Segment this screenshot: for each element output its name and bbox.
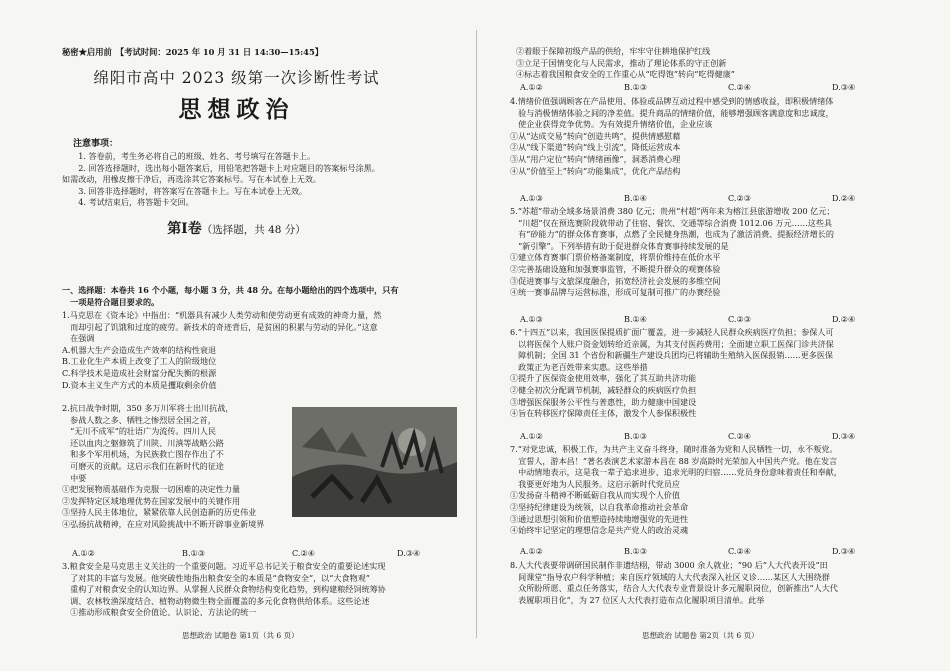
instruction-line: 一、选择题：本卷共 16 个小题，每小题 3 分，共 48 分。在每小题给出的四个选项中，只有 xyxy=(62,285,399,295)
question-3-continued xyxy=(516,46,735,81)
q1-option: B.工业化生产本质上改变了工人的阶级地位 xyxy=(62,356,217,367)
page-footer-right: 思想政治 试题卷 第2页（共 6 页） xyxy=(642,631,759,640)
q8-line: 表履职项目化”，为 27 位区人大代表打造布点化履职项目清单。此举 xyxy=(510,594,765,605)
q6-item: ②健全初次分配调节机制，减轻群众的疾病医疗负担 xyxy=(510,384,697,395)
question-7 xyxy=(510,444,842,537)
note-line: 1. 答卷前，考生务必将自己的班级、姓名、考号填写在答题卡上。 xyxy=(62,151,316,161)
q7-line: 我要更好地为人民服务。这启示新时代党员应 xyxy=(510,478,680,489)
q6-option-a: A.①② xyxy=(520,431,543,441)
instruction-line: 一项是符合题目要求的。 xyxy=(62,296,160,307)
q7-item: ①发扬奋斗精神不断砥砺自我从而实现个人价值 xyxy=(510,490,680,501)
q3-option-d: D.③④ xyxy=(832,82,856,92)
q7-option-d: D.③④ xyxy=(832,546,856,556)
q5-item: ②完善基础设施和加强赛事监管，不断提升群众的观赛体验 xyxy=(510,263,721,274)
q6-option-c: C.②④ xyxy=(728,431,751,441)
q5-line: “新引擎”。下列举措有助于促进群众体育赛事持续发展的是 xyxy=(510,240,729,251)
q1-line: 在强调 xyxy=(62,333,95,344)
q4-line: 验与消极情绪体验之间的净差值。提升商品的情绪价值，能够增强顾客满意度和忠诚度， xyxy=(510,107,834,118)
q2-option-b: B.①③ xyxy=(182,548,206,558)
exam-title: 绵阳市高中 2023 级第一次诊断性考试 xyxy=(93,69,380,87)
q2-option-d: D.③④ xyxy=(397,548,421,558)
instructions xyxy=(62,285,398,308)
note-line: 如需改动，用橡皮擦干净后，再选涂其它答案标号。写在本试卷上无效。 xyxy=(62,174,322,185)
q2-line: 中要 xyxy=(62,472,87,483)
q5-options xyxy=(520,314,907,324)
q5-line: 有“砂能力”的群众体育赛事，点燃了全民健身热潮，也成为了激活消费、提振经济增长的 xyxy=(510,229,834,240)
q2-line: 还以血肉之躯修筑了川陕、川滇等战略公路 xyxy=(62,437,224,448)
q2-line: 和多个军用机场，为民族救亡图存作出了不 xyxy=(62,449,224,460)
question-3 xyxy=(62,561,386,619)
q7-options xyxy=(520,546,907,556)
q3-option-c: C.②④ xyxy=(728,82,751,92)
q2-item: ③坚持人民主体地位，紧紧依靠人民创造新的历史伟业 xyxy=(62,507,257,518)
note-line: 2. 回答选择题时，选出每小题答案后，用铅笔把答题卡上对应题目的答案标号涂黑。 xyxy=(62,162,380,173)
q6-options xyxy=(520,431,907,441)
q3-line: 重构了对粮食安全的认知边界。从掌握人民群众食物结构变化趋势，到构建粮经饲统筹协 xyxy=(62,584,386,595)
question-6 xyxy=(510,327,834,420)
page-divider xyxy=(476,30,477,638)
notes-title: 注意事项： xyxy=(73,139,119,149)
q4-line: 4.情绪价值强调顾客在产品使用、体验或品牌互动过程中感受到的情感收益，即积极情绪体 xyxy=(510,96,834,106)
page-footer: 思想政治 试题卷 第1页（共 6 页） xyxy=(182,631,299,640)
q4-option-d: D.②④ xyxy=(832,193,856,203)
q3-option-a: A.①② xyxy=(520,82,543,92)
q7-item: ④始终牢记坚定的理想信念是共产党人的政治灵魂 xyxy=(510,525,689,536)
q4-options xyxy=(520,193,907,203)
q1-option: C.科学技术是造成社会财富分配失衡的根源 xyxy=(62,367,217,378)
war-painting-image xyxy=(292,407,457,517)
q5-option-a: A.①③ xyxy=(520,314,543,324)
q8-line: 众所盼所愿、重点任务落实，结合人大代表专业背景设计多元履职岗位，创新推出“人大代 xyxy=(510,583,838,594)
q8-line: 间课堂”指导农户科学种植；来自医疗领域的人大代表深入社区义诊……某区人大围绕群 xyxy=(510,571,830,582)
q1-line: 而却引起了饥饿和过度的疲劳。新技术的奇迹背后，是贫困的积累与劳动的异化。”这意 xyxy=(62,321,378,332)
q6-item: ④旨在转移医疗保障责任主体，激发个人参保积极性 xyxy=(510,408,697,419)
q6-item: ③增强医保服务公平性与普惠性，助力健康中国建设 xyxy=(510,396,697,407)
question-5 xyxy=(510,206,834,299)
q5-line: “川超”仅在预选赛阶段就带动了住宿、餐饮、交通等综合消费 1012.06 万元……这些具 xyxy=(510,217,833,228)
q4-item: ②从“线下渠道”转向“线上引流”，降低运营成本 xyxy=(510,142,681,153)
q2-item: ②发挥特定区域地理优势在国家发展中的关键作用 xyxy=(62,495,241,506)
q6-line: 以将医保个人账户资金划转给近亲属，为其支付医药费用；全面建立职工医保门诊共济保 xyxy=(510,338,834,349)
q6-item: ①提升了医保资金使用效率，强化了其互助共济功能 xyxy=(510,373,697,384)
q4-item: ③从“用户定位”转向“情绪画像”，洞悉消费心理 xyxy=(510,153,681,164)
q1-option: D.资本主义生产方式的本质是攫取剩余价值 xyxy=(62,379,217,390)
q4-option-a: A.①③ xyxy=(520,193,543,203)
q2-item: ①把发展物质基础作为克服一切困难的决定性力量 xyxy=(62,484,241,495)
q3-options xyxy=(520,82,907,92)
q6-line: 障机制；全国 31 个省份和新疆生产建设兵团均已将辅助生殖纳入医保报销……更多医保 xyxy=(510,350,834,361)
q3-option-b: B.①③ xyxy=(624,82,648,92)
q7-item: ③通过思想引领和价值塑造持续地增强党的先进性 xyxy=(510,513,689,524)
question-4 xyxy=(510,96,834,177)
q3-line: ①推动形成粮食安全价值论、认识论、方法论的统一 xyxy=(62,607,257,618)
note-line: 4. 考试结束后，将答题卡交回。 xyxy=(62,197,194,208)
question-2 xyxy=(62,403,264,531)
q5-option-b: B.①④ xyxy=(624,314,648,324)
q7-line: 宣誓人，游本昌！”著名表演艺术家游本昌在 88 岁高龄时光荣加入中国共产党。他在发言 xyxy=(510,455,838,466)
q3-item: ④标志着我国粮食安全的工作重心从“吃得饱”转向“吃得健康” xyxy=(516,69,735,80)
q6-line: 政策正为老百姓带来实惠。这些举措 xyxy=(510,361,648,372)
q2-line: “无川不成军”的壮语广为流传。四川人民 xyxy=(62,426,216,437)
q1-line: 1.马克思在《资本论》中指出：“机器具有减少人类劳动和使劳动更有成效的神奇力量，然 xyxy=(62,310,382,320)
q3-line: 3.粮食安全是马克思主义关注的一个重要问题。习近平总书记关于粮食安全的重要论述实现 xyxy=(62,561,386,571)
q5-item: ④统一赛事品牌与运营标准，形成可复制可推广的办赛经验 xyxy=(510,287,721,298)
section-subtitle: （选择题，共 48 分） xyxy=(201,224,306,236)
q8-line: 8.人大代表要带调研国民制作非遗结栩，带动 3000 余人就业；“90 后”人大代表开设“田 xyxy=(510,560,828,570)
right-page xyxy=(480,0,950,671)
q7-line: 中动情地表示，这是我一辈子追求进步、追求光明的归宿……党员身份意味着责任和奉献， xyxy=(510,467,842,478)
q7-option-b: B.①③ xyxy=(624,546,648,556)
q3-item: ③立足于国情变化与人民需求，推动了理论体系的守正创新 xyxy=(516,57,727,68)
q2-line: 可磨灭的贡献。这启示我们在新时代的征途 xyxy=(62,460,224,471)
q2-line: 2.抗日战争时期，350 多万川军将士出川抗战， xyxy=(62,403,234,413)
q2-option-a: A.①② xyxy=(72,548,95,558)
subject-title: 思想政治 xyxy=(178,96,295,123)
left-page xyxy=(0,0,473,671)
q5-option-d: D.②④ xyxy=(832,314,856,324)
q7-option-a: A.①② xyxy=(520,546,543,556)
q7-option-c: C.②④ xyxy=(728,546,751,556)
note-line: 3. 回答非选择题时，将答案写在答题卡上。写在本试卷上无效。 xyxy=(62,185,308,196)
section-heading xyxy=(0,218,473,238)
q4-item: ④从“价值至上”转向“功能集成”，优化产品结构 xyxy=(510,165,681,176)
q5-item: ③促进赛事与文旅深度融合，拓宽经济社会发展的多维空间 xyxy=(510,275,721,286)
confidential-header: 秘密★启用前 【考试时间：2025 年 10 月 31 日 14:30—15:45】 xyxy=(62,47,324,57)
q6-option-d: D.③④ xyxy=(832,431,856,441)
q6-option-b: B.①③ xyxy=(624,431,648,441)
q4-option-c: C.②③ xyxy=(728,193,751,203)
question-8 xyxy=(510,560,838,606)
q5-line: 5.“苏超”带动全域多场景消费 380 亿元；贵州“村超”两年来为榕江县旅游增收 200 亿元； xyxy=(510,206,835,216)
q2-item: ④弘扬抗战精神，在应对风险挑战中不断开辟事业新境界 xyxy=(62,518,265,529)
q4-line: 使企业获得竞争优势。为有效提升情绪价值，企业应该 xyxy=(510,119,713,130)
q4-option-b: B.①④ xyxy=(624,193,648,203)
q2-line: 参战人数之多、牺牲之惨烈居全国之首， xyxy=(62,414,216,425)
q5-option-c: C.②③ xyxy=(728,314,751,324)
q3-line: 调、农林牧渔深度结合、植物动物微生物全面覆盖的多元化食物供给体系。这些论述 xyxy=(62,595,370,606)
notes-list xyxy=(62,151,380,209)
section-title: 第Ⅰ卷 xyxy=(167,221,202,237)
q3-item: ②着眼于保障初级产品的供给，牢牢守住耕地保护红线 xyxy=(516,46,711,56)
q1-option: A.机器大生产会造成生产效率的结构性衰退 xyxy=(62,344,217,355)
q2-options xyxy=(72,548,472,558)
q6-line: 6.“十四五”以来，我国医保提质扩面广覆盖，进一步减轻人民群众疾病医疗负担；参保人可 xyxy=(510,327,834,337)
q7-line: 7.“对党忠诚，积极工作，为共产主义奋斗终身，随时准备为党和人民牺牲一切，永不叛党。 xyxy=(510,444,838,454)
q3-line: 了对其的丰富与发展。他突破性地指出粮食安全的本质是“食物安全”，以“大食物观” xyxy=(62,572,370,583)
q2-option-c: C.②④ xyxy=(292,548,315,558)
q5-item: ①建立体育赛事门票价格备案制度，将票价维持在低价水平 xyxy=(510,252,721,263)
q7-item: ②坚持纪律建设为统领，以自我革命推动社会革命 xyxy=(510,501,689,512)
question-1 xyxy=(62,310,381,391)
q4-item: ①从“达成交易”转向“创造共鸣”，提供情感慰藉 xyxy=(510,130,681,141)
